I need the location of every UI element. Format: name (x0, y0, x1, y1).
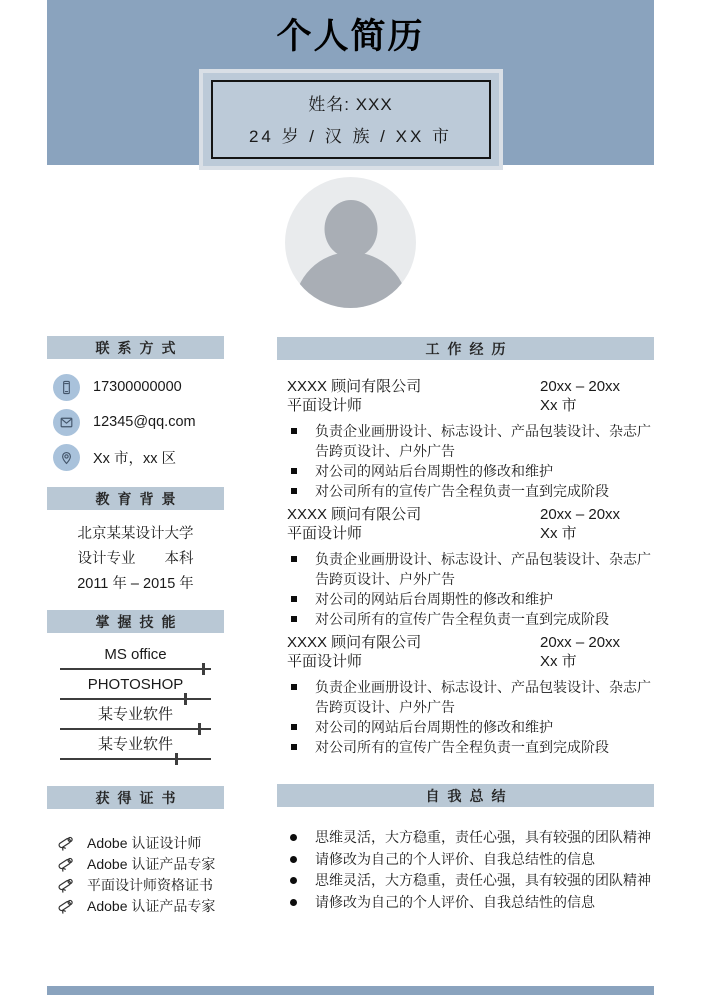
certificates-heading: 获得证书 (95, 789, 184, 806)
education-section-header (47, 487, 224, 510)
job-list (277, 377, 654, 757)
section-skills (47, 610, 224, 766)
skills-heading: 掌握技能 (95, 613, 184, 630)
certificate-item (47, 832, 224, 853)
job-bullet: 对公司的网站后台周期性的修改和维护 (277, 589, 654, 609)
job-bullet: 负责企业画册设计、标志设计、产品包装设计、杂志广告跨页设计、户外广告 (277, 677, 654, 717)
education-lines (47, 522, 224, 597)
name-line: 姓名: XXX (308, 95, 393, 114)
job-header (277, 633, 654, 671)
summary-list (277, 827, 654, 914)
work-heading: 工作经历 (425, 340, 514, 357)
job-company: XXXX 顾问有限公司 (287, 506, 422, 523)
job-city: Xx 市 (540, 653, 577, 670)
job-bullet: 对公司所有的宣传广告全程负责一直到完成阶段 (277, 737, 654, 757)
summary-bullet: 请修改为自己的个人评价、自我总结性的信息 (277, 849, 654, 871)
contact-heading: 联系方式 (95, 339, 184, 356)
skill-item (47, 736, 224, 766)
person-silhouette-icon (324, 200, 377, 258)
skill-level-tick (175, 753, 178, 765)
contact-text: 17300000000 (93, 379, 182, 395)
skill-level-tick (198, 723, 201, 735)
job-header (277, 505, 654, 543)
job-bullet: 对公司的网站后台周期性的修改和维护 (277, 461, 654, 481)
job-period: 20xx – 20xx (540, 378, 621, 395)
job-role: 平面设计师 (287, 397, 363, 414)
job-bullet-list (277, 421, 654, 501)
job-period: 20xx – 20xx (540, 634, 621, 651)
skill-label: 某专业软件 (97, 706, 173, 723)
skill-list (47, 646, 224, 766)
job-bullet: 负责企业画册设计、标志设计、产品包装设计、杂志广告跨页设计、户外广告 (277, 549, 654, 589)
skill-level-line (60, 753, 211, 766)
section-work-experience (277, 337, 654, 757)
job-role: 平面设计师 (287, 525, 363, 542)
header-banner (47, 0, 654, 165)
summary-bullet: 请修改为自己的个人评价、自我总结性的信息 (277, 892, 654, 914)
education-line: 设计专业 本科 (77, 551, 194, 567)
diploma-icon (56, 854, 75, 873)
location-icon (53, 444, 80, 471)
diploma-icon (56, 896, 75, 915)
page-title: 个人简历 (276, 17, 425, 56)
job-city: Xx 市 (540, 525, 577, 542)
certificate-text: 平面设计师资格证书 (87, 876, 213, 893)
person-silhouette-shoulders (294, 252, 408, 308)
skill-label: PHOTOSHOP (87, 676, 184, 693)
job-bullet: 对公司所有的宣传广告全程负责一直到完成阶段 (277, 481, 654, 501)
job-entry (277, 377, 654, 501)
contact-list (47, 372, 224, 472)
skill-level-tick (202, 663, 205, 675)
skill-level-line (60, 693, 211, 706)
diploma-icon (56, 875, 75, 894)
footer-accent-bar (47, 986, 654, 995)
section-education (47, 487, 224, 597)
job-city: Xx 市 (540, 397, 577, 414)
job-header (277, 377, 654, 415)
name-box-inner (211, 80, 491, 159)
contact-text: 12345@qq.com (93, 414, 196, 430)
section-certificates (47, 786, 224, 916)
section-contact (47, 336, 224, 477)
job-bullet: 对公司所有的宣传广告全程负责一直到完成阶段 (277, 609, 654, 629)
skill-item (47, 706, 224, 736)
certificate-text: Adobe 认证产品专家 (87, 897, 216, 914)
age-ethnicity-city-line: 24 岁 / 汉 族 / XX 市 (248, 127, 453, 146)
section-self-summary (277, 784, 654, 914)
job-entry (277, 505, 654, 629)
certificate-item (47, 853, 224, 874)
diploma-icon (56, 833, 75, 852)
skill-item (47, 646, 224, 676)
job-bullet: 对公司的网站后台周期性的修改和维护 (277, 717, 654, 737)
certificate-item (47, 874, 224, 895)
job-company: XXXX 顾问有限公司 (287, 378, 422, 395)
certificate-text: Adobe 认证产品专家 (87, 855, 216, 872)
contact-text: Xx 市，xx 区 (93, 450, 176, 467)
skill-level-line (60, 723, 211, 736)
certificate-item (47, 895, 224, 916)
contact-item (47, 372, 224, 402)
certificates-section-header (47, 786, 224, 809)
summary-bullet: 思维灵活，大方稳重，责任心强，具有较强的团队精神 (277, 827, 654, 849)
name-box (199, 69, 503, 170)
skill-level-tick (184, 693, 187, 705)
summary-heading: 自我总结 (425, 787, 514, 804)
job-bullet: 负责企业画册设计、标志设计、产品包装设计、杂志广告跨页设计、户外广告 (277, 421, 654, 461)
job-bullet-list (277, 549, 654, 629)
work-section-header (277, 337, 654, 360)
job-period: 20xx – 20xx (540, 506, 621, 523)
skill-level-line (60, 663, 211, 676)
skill-label: MS office (104, 646, 167, 663)
education-line: 2011 年 – 2015 年 (77, 576, 194, 592)
job-bullet-list (277, 677, 654, 757)
skill-item (47, 676, 224, 706)
phone-icon (53, 374, 80, 401)
contact-item (47, 407, 224, 437)
job-company: XXXX 顾问有限公司 (287, 634, 422, 651)
summary-bullet: 思维灵活，大方稳重，责任心强，具有较强的团队精神 (277, 870, 654, 892)
mail-icon (53, 409, 80, 436)
avatar (285, 177, 416, 308)
certificate-list (47, 832, 224, 916)
job-role: 平面设计师 (287, 653, 363, 670)
contact-section-header (47, 336, 224, 359)
summary-section-header (277, 784, 654, 807)
education-heading: 教育背景 (95, 490, 184, 507)
skill-label: 某专业软件 (97, 736, 173, 753)
job-entry (277, 633, 654, 757)
contact-item (47, 442, 224, 472)
education-line: 北京某某设计大学 (77, 526, 194, 542)
skills-section-header (47, 610, 224, 633)
certificate-text: Adobe 认证设计师 (87, 834, 202, 851)
